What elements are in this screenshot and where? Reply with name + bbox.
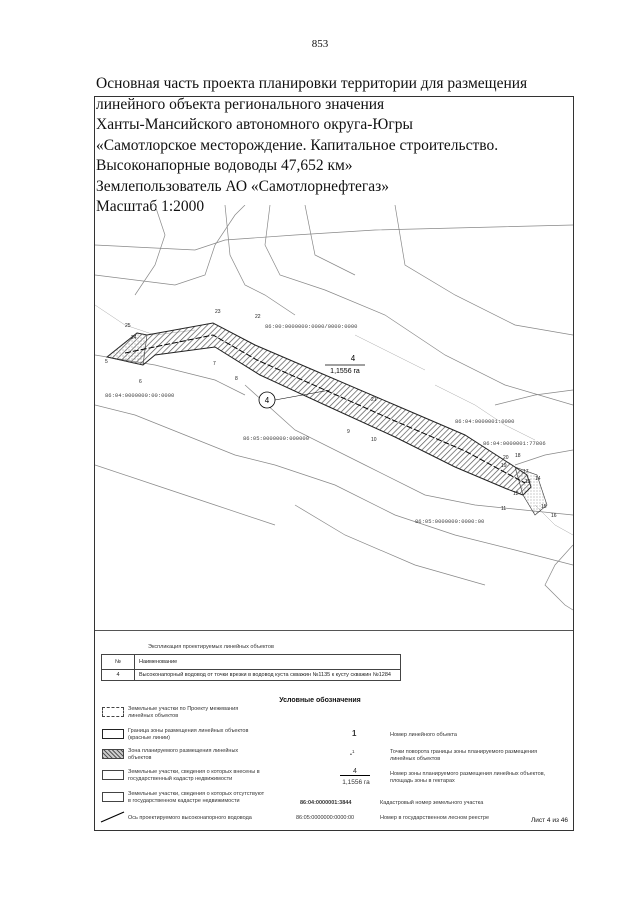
legend-item: Номер линейного объекта [390,732,457,738]
point-label: 8 [235,376,238,382]
legend-item: Кадастровый номер земельного участка [380,800,484,806]
map-separator [95,630,573,631]
point-label: 20 [503,455,509,461]
title-line: линейного объекта регионального значения [96,95,385,113]
cadastral-label: 86:04:0000001:77806 [483,440,546,447]
legend-item: Земельные участки, сведения о которых внесены в государственный кадастр недвижимости [128,769,260,782]
legend-swatch-no-cadastre [102,792,124,802]
header-number: № [102,655,135,670]
header-name: Наименование [135,655,401,670]
legend-symbol: 1 [351,749,355,754]
point-label: 11 [501,506,507,512]
legend-item: Ось проектируемого высоконапорного водовода [128,815,252,821]
title-line: Высоконапорные водоводы 47,652 км» [96,157,353,174]
row-number: 4 [102,670,135,681]
legend-symbol: 86:05:0000000:0000:00 [296,815,355,821]
point-label: 19 [501,463,507,469]
title-line: Основная часть проекта планировки территории для размещения [96,75,528,92]
object-number: 4 [350,354,356,363]
legend-item: Номер в государственном лесном реестре [380,815,490,821]
point-label: 25 [125,323,131,329]
legend-symbol: 1,1556 га [342,779,370,786]
point-label: 14 [535,476,541,482]
legend-swatch-cadastre [102,770,124,780]
cadastral-label: 86:04:0000000:00:0000 [105,392,175,399]
spec-caption: Экспликация проектируемых линейных объектов [148,644,274,650]
legend-swatch-dotted [102,707,124,717]
planning-map [95,205,573,630]
cadastral-label: 86:05:0000000:000000 [243,435,310,442]
point-label: 5 [105,359,108,365]
title-line: Землепользователь АО «Самотлорнефтегаз» [96,177,390,195]
point-label: 18 [515,453,521,459]
legend-item: Зона планируемого размещения линейных объектов [128,748,239,761]
cadastral-label: 86:00:0000000:0000/0000:0000 [265,323,358,330]
callout-number: 4 [264,396,270,405]
point-label: 17 [523,469,529,475]
cadastral-label: 86:04:0000001:0000 [455,418,515,425]
legend-swatch-hatch [102,749,124,759]
legend-item: Земельные участки по Проекту межевания линейных объектов [128,706,239,719]
point-label: 24 [131,335,137,341]
title-line: Масштаб 1:2000 [96,198,205,215]
sheet-number: Лист 4 из 46 [531,817,568,824]
legend-item: Граница зоны размещения линейных объектов (красные линии) [128,728,249,741]
page-number: 853 [311,38,329,50]
point-label: 21 [371,397,377,403]
legend-title: Условные обозначения [279,697,361,704]
planned-zone [107,323,531,495]
legend-item: Точки поворота границы зоны планируемого размещения линейных объектов [390,749,538,762]
legend-item: Номер зоны планируемого размещения линейных объектов, площадь зоны в гектарах [390,771,546,784]
legend-item: Земельные участки, сведения о которых отсутствуют в государственном кадастре недвижимости [128,791,265,804]
table-row [102,670,401,681]
row-name: Высоконапорный водовод от точки врезки в водовод куста скважин №1135 к кусту скважин №1284 [135,670,401,681]
legend-symbol: 1 [352,729,357,738]
legend-symbol: 86:04:0000001:3844 [300,800,352,806]
point-label: 23 [215,309,221,315]
legend-axis-line [100,810,126,824]
point-label: 7 [213,361,216,367]
legend-point-symbol: •$^1$ [350,749,355,758]
legend-symbol: 4 [340,768,370,776]
spec-table [101,654,401,681]
point-label: 10 [371,437,377,443]
point-label: 22 [255,314,261,320]
point-label: 9 [347,429,350,435]
point-label: 12 [513,491,519,497]
cadastral-label: 86:05:0000000:0000:00 [415,518,485,525]
table-header-row [102,655,401,670]
point-label: 16 [551,513,557,519]
zone-area: 1,1556 га [330,368,360,375]
legend-swatch-red-line [102,729,124,739]
point-label: 15 [541,504,547,510]
point-label: 13 [525,479,531,485]
title-line: «Самотлорское месторождение. Капитальное строительство. [96,136,499,154]
title-line: Ханты-Мансийского автономного округа-Югры [96,116,413,133]
point-label: 6 [139,379,142,385]
